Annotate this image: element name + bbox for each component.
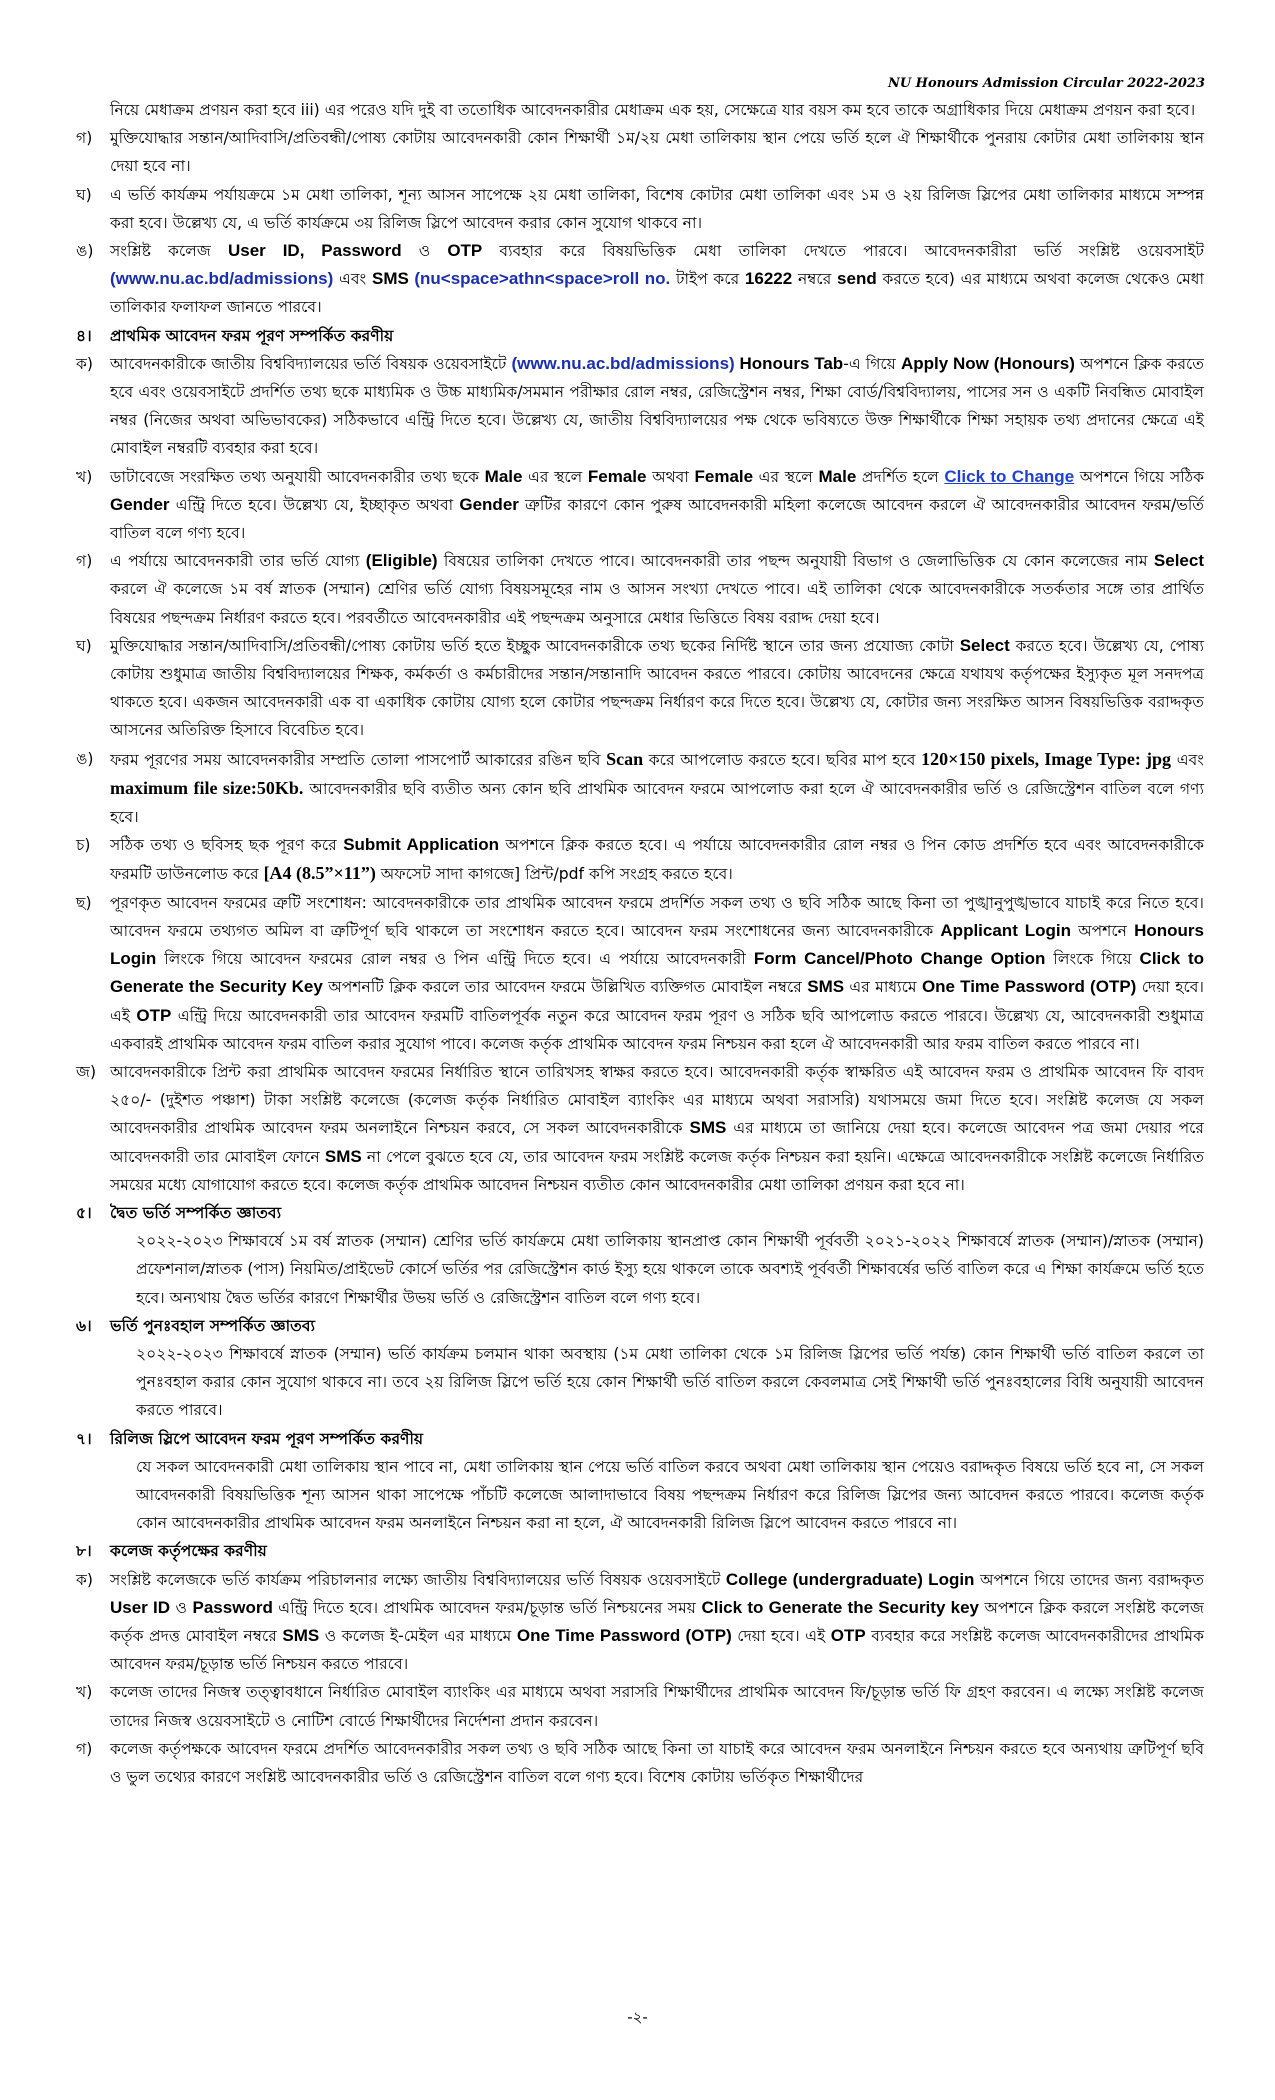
item-text: আবেদনকারীকে প্রিন্ট করা প্রাথমিক আবেদন ফরমের নির্ধারিত স্থানে তারিখসহ স্বাক্ষর করতে হবে। আবেদনকারী কর্তৃক স্বাক্ষরিত এই আবেদন ফরম ও প্রাথমিক আবেদন ফি বাবদ ২৫০/- (দুইশত পঞ্চাশ) টাকা সংশ্লিষ্ট কলেজে (কলেজ কর্তৃক নির্ধারিত মোবাইল ব্যাংকিং এর মাধ্যমে অথবা সরাসরি) যথাসময়ে জমা দিতে হবে। সংশ্লিষ্ট কলেজ যে সকল আবেদনকারীর প্রাথমিক আবেদন ফরম অনলাইনে নিশ্চয়ন করবে, সে সকল আবেদনকারীকে SMS এর মাধ্যমে তা জানিয়ে দেয়া হবে। কলেজে আবেদন পত্র জমা দেয়ার পরে আবেদনকারী তার মোবাইল ফোনে SMS না পেলে বুঝতে হবে যে, তার আবেদন ফরম সংশ্লিষ্ট কলেজ কর্তৃক নিশ্চয়ন করা হয়নি। এক্ষেত্রে আবেদনকারীকে সংশ্লিষ্ট কলেজে নির্ধারিত সময়ের মধ্যে যোগাযোগ করতে হবে। কলেজ কর্তৃক প্রাথমিক আবেদন নিশ্চয়ন ব্যতীত কোন আবেদনকারীর মেধা তালিকা প্রণয়ন করা হবে না। [110,1062,1204,1194]
item-marker: জ) [76,1062,97,1081]
item-text: কলেজ তাদের নিজস্ব তত্ত্বাবধানে নির্ধারিত মোবাইল ব্যাংকিং এর মাধ্যমে অথবা সরাসরি শিক্ষার্থীদের প্রাথমিক আবেদন ফি/চূড়ান্ত ভর্তি ফি গ্রহণ করবেন। এ লক্ষ্যে সংশ্লিষ্ট কলেজ তাদের নিজস্ব ওয়েবসাইটে ও নোটিশ বোর্ডে শিক্ষার্থীদের নির্দেশনা প্রদান করবেন। [110,1683,1204,1730]
item-marker: ঘ) [76,636,92,655]
item-marker: ছ) [76,893,92,912]
list-item [76,237,1204,322]
list-item [76,547,1204,632]
page-number: -২- [627,2008,648,2026]
admission-website-text: (www.nu.ac.bd/admissions) [110,269,334,289]
section-heading: ৭। রিলিজ স্লিপে আবেদন ফরম পূরণ সম্পর্কিত করণীয় [76,1429,424,1448]
intro-paragraph: নিয়ে মেধাক্রম প্রণয়ন করা হবে iii) এর পরেও যদি দুই বা ততোধিক আবেদনকারীর মেধাক্রম এক হয়, সেক্ষেত্রে যার বয়স কম হবে তাকে অগ্রাধিকার দিয়ে মেধাক্রম প্রণয়ন করা হবে। [110,101,1196,119]
item-marker: ঙ) [76,242,94,261]
item-text: এ পর্যায়ে আবেদনকারী তার ভর্তি যোগ্য (Eligible) বিষয়ের তালিকা দেখতে পাবে। আবেদনকারী তার পছন্দ অনুযায়ী বিভাগ ও জেলাভিত্তিক যে কোন কলেজের নাম Select করলে ঐ কলেজে ১ম বর্ষ স্নাতক (সম্মান) শ্রেণির ভর্তি যোগ্য বিষয়সমূহের নাম ও আসন সংখ্যা দেখতে পাবে। এই তালিকা থেকে আবেদনকারীকে সতর্কতার সঙ্গে তার প্রার্থিত বিষয়ের পছন্দক্রম নির্ধারণ করতে হবে। পরবর্তীতে আবেদনকারীর এই পছন্দক্রম অনুসারে মেধার ভিত্তিতে বিষয় বরাদ্দ দেয়া হবে। [110,551,1204,627]
document-body [76,96,1204,1791]
section-heading: ৬। ভর্তি পুনঃবহাল সম্পর্কিত জ্ঞাতব্য [76,1316,316,1335]
item-marker: ঘ) [76,185,92,204]
item-marker: ক) [76,354,93,373]
item-text: ডাটাবেজে সংরক্ষিত তথ্য অনুযায়ী আবেদনকারীর তথ্য ছকে Male এর স্থলে Female অথবা Female এর স্থলে Male প্রদর্শিত হলে Click to Change অপশনে গিয়ে সঠিক Gender এন্ট্রি দিতে হবে। উল্লেখ্য যে, ইচ্ছাকৃত অথবা Gender ত্রুটির কারণে কোন পুরুষ আবেদনকারী মহিলা কলেজে আবেদন করলে ঐ আবেদনকারীর আবেদন ফরম/ভর্তি বাতিল বলে গণ্য হবে। [110,466,1204,543]
circular-header: NU Honours Admission Circular 2022-2023 [887,76,1205,91]
item-marker: ক) [76,1570,93,1589]
item-text: মুক্তিযোদ্ধার সন্তান/আদিবাসি/প্রতিবন্ধী/পোষ্য কোটায় ভর্তি হতে ইচ্ছুক আবেদনকারীকে তথ্য ছকের নির্দিষ্ট স্থানে তার জন্য প্রযোজ্য কোটা Select করতে হবে। উল্লেখ্য যে, পোষ্য কোটায় শুধুমাত্র জাতীয় বিশ্ববিদ্যালয়ের শিক্ষক, কর্মকর্তা ও কর্মচারীদের সন্তান/সন্তানাদি আবেদন করতে পারবে। কোটায় আবেদনের ক্ষেত্রে যথাযথ কর্তৃপক্ষের ইস্যুকৃত মূল সনদপত্র থাকতে হবে। একজন আবেদনকারী এক বা একাধিক কোটায় যোগ্য হলে কোটার পছন্দক্রম নির্ধারণ করে দিতে হবে। উল্লেখ্য যে, কোটার জন্য সংরক্ষিত আসন বিষয়ভিত্তিক বরাদ্দকৃত আসনের অতিরিক্ত হিসাবে বিবেচিত হবে। [110,635,1204,740]
list-item [76,1735,1204,1791]
item-marker: গ) [76,129,93,148]
item-marker: ঙ) [76,749,94,768]
item-text: পূরণকৃত আবেদন ফরমের ত্রুটি সংশোধন: আবেদনকারীকে তার প্রাথমিক আবেদন ফরমে প্রদর্শিত সকল তথ্য ও ছবি সঠিক আছে কিনা তা পুঙ্খানুপুঙ্খভাবে যাচাই করে নিতে হবে। আবেদন ফরমে তথ্যগত অমিল বা ত্রুটিপূর্ণ ছবি থাকলে তা সংশোধন করতে হবে। আবেদন ফরম সংশোধনের জন্য আবেদনকারীকে Applicant Login অপশনে Honours Login লিংকে গিয়ে আবেদন ফরমের রোল নম্বর ও পিন এন্ট্রি দিতে হবে। এ পর্যায়ে আবেদনকারী Form Cancel/Photo Change Option লিংকে গিয়ে Click to Generate the Security Key অপশনটি ক্লিক করলে তার আবেদন ফরমে উল্লিখিত ব্যক্তিগত মোবাইল নম্বরে SMS এর মাধ্যমে One Time Password (OTP) দেয়া হবে। এই OTP এন্ট্রি দিয়ে আবেদনকারী তার আবেদন ফরমটি বাতিলপূর্বক নতুন করে আবেদন ফরম পূরণ ও সঠিক ছবি আপলোড করতে পারবে। উল্লেখ্য যে, আবেদনকারী শুধুমাত্র একবারই প্রাথমিক আবেদন ফরম বাতিল করার সুযোগ পাবে। কলেজ কর্তৃক প্রাথমিক আবেদন ফরম নিশ্চয়ন করা হলে ঐ আবেদনকারী আর ফরম বাতিল করতে পারবে না। [110,893,1205,1053]
item-text: সংশ্লিষ্ট কলেজকে ভর্তি কার্যক্রম পরিচালনার লক্ষ্যে জাতীয় বিশ্ববিদ্যালয়ের ভর্তি বিষয়ক ওয়েবসাইটে College (undergraduate) Login অপশনে গিয়ে তাদের জন্য বরাদ্দকৃত User ID ও Password এন্ট্রি দিতে হবে। প্রাথমিক আবেদন ফরম/চূড়ান্ত ভর্তি নিশ্চয়নের সময় Click to Generate the Security key অপশনে ক্লিক করলে সংশ্লিষ্ট কলেজ কর্তৃক প্রদত্ত মোবাইল নম্বরে SMS ও কলেজ ই-মেইল এর মাধ্যমে One Time Password (OTP) দেয়া হবে। এই OTP ব্যবহার করে সংশ্লিষ্ট কলেজ আবেদনকারীদের প্রাথমিক আবেদন ফরম/চূড়ান্ত ভর্তি নিশ্চয়ন করতে পারবে। [110,1569,1205,1674]
section-heading: ৫। দ্বৈত ভর্তি সম্পর্কিত জ্ঞাতব্য [76,1203,282,1222]
click-to-change-link[interactable]: Click to Change [944,466,1075,486]
section-body: ২০২২-২০২৩ শিক্ষাবর্ষে ১ম বর্ষ স্নাতক (সম্মান) শ্রেণির ভর্তি কার্যক্রমে মেধা তালিকায় স্থানপ্রাপ্ত কোন শিক্ষার্থী পূর্ববর্তী ২০২১-২০২২ শিক্ষাবর্ষে স্নাতক (সম্মান)/স্নাতক (সম্মান) প্রফেশনাল/স্নাতক (পাস) নিয়মিত/প্রাইভেট কোর্সে ভর্তির পর রেজিস্ট্রেশন কার্ড ইস্যু হয়ে থাকলে তাকে অবশ্যই পূর্ববর্তী শিক্ষাবর্ষের ভর্তি বাতিল করে এ শিক্ষা কার্যক্রমে ভর্তি হতে হবে। অন্যথায় দ্বৈত ভর্তির কারণে শিক্ষার্থীর উভয় ভর্তি ও রেজিস্ট্রেশন বাতিল বলে গণ্য হবে। [136,1232,1204,1307]
section-heading: ৮। কলেজ কর্তৃপক্ষের করণীয় [76,1542,267,1561]
item-text: আবেদনকারীকে জাতীয় বিশ্ববিদ্যালয়ের ভর্তি বিষয়ক ওয়েবসাইটে (www.nu.ac.bd/admissions) Honours Tab-এ গিয়ে Apply Now (Honours) অপশনে ক্লিক করতে হবে এবং ওয়েবসাইটে প্রদর্শিত তথ্য ছকে মাধ্যমিক ও উচ্চ মাধ্যমিক/সমমান পরীক্ষার রোল নম্বর, রেজিস্ট্রেশন নম্বর, শিক্ষা বোর্ড/বিশ্ববিদ্যালয়, পাসের সন ও একটি নিবন্ধিত মোবাইল নম্বর (নিজের অথবা অভিভাবকের) সঠিকভাবে এন্ট্রি দিতে হবে। উল্লেখ্য যে, জাতীয় বিশ্ববিদ্যালয়ের পক্ষ থেকে ভবিষ্যতে উক্ত শিক্ষার্থীকে শিক্ষা সহায়ক তথ্য প্রদানের ক্ষেত্রে এই মোবাইল নম্বরটি ব্যবহার করা হবে। [110,353,1205,458]
list-item [76,463,1204,548]
list-item [76,745,1204,832]
list-item [76,1058,1204,1199]
item-marker: চ) [76,836,91,855]
item-text: সংশ্লিষ্ট কলেজ User ID, Password ও OTP ব্যবহার করে বিষয়ভিত্তিক মেধা তালিকা দেখতে পারবে। আবেদনকারীরা ভর্তি সংশ্লিষ্ট ওয়েবসাইট (www.nu.ac.bd/admissions) এবং SMS (nu<space>athn<space>roll no. টাইপ করে 16222 নম্বরে send করতে হবে) এর মাধ্যমে অথবা কলেজ থেকেও মেধা তালিকার ফলাফল জানতে পারবে। [110,241,1205,317]
admission-website-text: (www.nu.ac.bd/admissions) [511,353,735,373]
section-body: ২০২২-২০২৩ শিক্ষাবর্ষে স্নাতক (সম্মান) ভর্তি কার্যক্রম চলমান থাকা অবস্থায় (১ম মেধা তালিকা থেকে ১ম রিলিজ স্লিপের ভর্তি পর্যন্ত) কোন শিক্ষার্থী ভর্তি বাতিল করলে তা পুনঃবহাল করার কোন সুযোগ থাকবে না। তবে ২য় রিলিজ স্লিপে ভর্তি হয়ে কোন শিক্ষার্থী ভর্তি বাতিল করলে কেবলমাত্র সেই শিক্ষার্থী ভর্তি পুনঃবহালের বিধি অনুযায়ী আবেদন করতে পারবে। [136,1344,1204,1420]
list-item [76,889,1204,1058]
item-marker: খ) [76,467,93,486]
item-text: সঠিক তথ্য ও ছবিসহ ছক পূরণ করে Submit Application অপশনে ক্লিক করতে হবে। এ পর্যায়ে আবেদনকারীর রোল নম্বর ও পিন কোড প্রদর্শিত হবে এবং আবেদনকারীকে ফরমটি ডাউনলোড করে [A4 (8.5”×11”) অফসেট সাদা কাগজে] প্রিন্ট/pdf কপি সংগ্রহ করতে হবে। [110,835,1204,884]
list-item [76,632,1204,745]
list-item [76,1566,1204,1679]
list-item [76,124,1204,180]
list-item [76,831,1204,888]
item-marker: গ) [76,1739,93,1758]
item-text: মুক্তিযোদ্ধার সন্তান/আদিবাসি/প্রতিবন্ধী/পোষ্য কোটায় আবেদনকারী কোন শিক্ষার্থী ১ম/২য় মেধা তালিকায় স্থান পেয়ে ভর্তি হলে ঐ শিক্ষার্থীকে পুনরায় কোটার মেধা তালিকায় স্থান দেয়া হবে না। [110,129,1204,176]
list-item [76,350,1204,463]
list-item [76,181,1204,237]
item-text: এ ভর্তি কার্যক্রম পর্যায়ক্রমে ১ম মেধা তালিকা, শূন্য আসন সাপেক্ষে ২য় মেধা তালিকা, বিশেষ কোটার মেধা তালিকা এবং ১ম ও ২য় রিলিজ স্লিপের মেধা তালিকার মাধ্যমে সম্পন্ন করা হবে। উল্লেখ্য যে, এ ভর্তি কার্যক্রমে ৩য় রিলিজ স্লিপে আবেদন করার কোন সুযোগ থাকবে না। [110,185,1204,232]
section-body: যে সকল আবেদনকারী মেধা তালিকায় স্থান পাবে না, মেধা তালিকায় স্থান পেয়ে ভর্তি বাতিল করবে অথবা মেধা তালিকায় স্থান পেয়েও বরাদ্দকৃত বিষয়ে ভর্তি হবে না, সে সকল আবেদনকারী বিষয়ভিত্তিক শূন্য আসন থাকা সাপেক্ষে পাঁচটি কলেজে আলাদাভাবে বিষয় পছন্দক্রম নির্ধারণ করে রিলিজ স্লিপের জন্য আবেদন করতে পারবে। কলেজ কর্তৃক কোন আবেদনকারীর প্রাথমিক আবেদন ফরম অনলাইনে নিশ্চয়ন করা না হলে, ঐ আবেদনকারী রিলিজ স্লিপে আবেদন করতে পারবে না। [136,1457,1204,1533]
section-heading: ৪। প্রাথমিক আবেদন ফরম পূরণ সম্পর্কিত করণীয় [76,326,394,345]
item-marker: খ) [76,1683,93,1702]
item-text: ফরম পূরণের সময় আবেদনকারীর সম্প্রতি তোলা পাসপোর্ট আকারের রঙিন ছবি Scan করে আপলোড করতে হবে। ছবির মাপ হবে 120×150 pixels, Image Type: jpg এবং maximum file size:50Kb. আবেদনকারীর ছবি ব্যতীত অন্য কোন ছবি প্রাথমিক আবেদন ফরমে আপলোড করা হলে ঐ আবেদনকারীর ভর্তি ও রেজিস্ট্রেশন বাতিল বলে গণ্য হবে। [110,748,1204,827]
item-text: কলেজ কর্তৃপক্ষকে আবেদন ফরমে প্রদর্শিত আবেদনকারীর সকল তথ্য ও ছবি সঠিক আছে কিনা তা যাচাই করে আবেদন ফরম অনলাইনে নিশ্চয়ন করতে হবে অন্যথায় ত্রুটিপূর্ণ ছবি ও ভুল তথ্যের কারণে সংশ্লিষ্ট আবেদনকারীর ভর্তি ও রেজিস্ট্রেশন বাতিল বলে গণ্য হবে। বিশেষ কোটায় ভর্তিকৃত শিক্ষার্থীদের [110,1739,1204,1786]
item-marker: গ) [76,552,93,571]
list-item [76,1678,1204,1734]
